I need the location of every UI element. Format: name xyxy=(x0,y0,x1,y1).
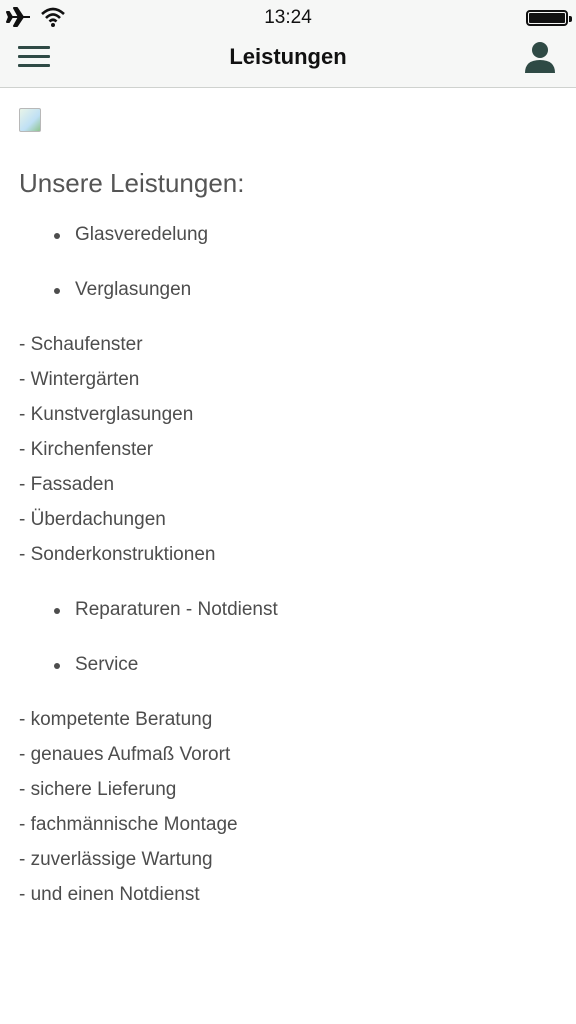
list-item: Verglasungen xyxy=(75,279,192,300)
list-item: - Wintergärten xyxy=(19,369,140,390)
list-item: - fachmännische Montage xyxy=(19,814,238,835)
list-item: - kompetente Beratung xyxy=(19,709,213,730)
user-icon[interactable] xyxy=(522,40,558,74)
status-time: 13:24 xyxy=(264,7,312,28)
airplane-icon xyxy=(6,6,32,33)
list-item: Reparaturen - Notdienst xyxy=(75,599,278,620)
page-title: Leistungen xyxy=(229,44,347,69)
status-left-icons xyxy=(6,6,66,33)
list-item: Service xyxy=(75,654,139,675)
list-item: - sichere Lieferung xyxy=(19,779,177,800)
wifi-icon xyxy=(40,6,66,33)
list-item: - Überdachungen xyxy=(19,509,166,530)
list-item: - zuverlässige Wartung xyxy=(19,849,213,870)
hamburger-menu-icon[interactable] xyxy=(18,42,54,72)
list-item: - Schaufenster xyxy=(19,334,143,355)
list-item: - Sonderkonstruktionen xyxy=(19,544,216,565)
list-item: - Fassaden xyxy=(19,474,115,495)
list-item: - genaues Aufmaß Vorort xyxy=(19,744,231,765)
list-item: - Kunstverglasungen xyxy=(19,404,194,425)
status-bar xyxy=(0,0,576,36)
battery-icon xyxy=(526,10,568,26)
list-item: - Kirchenfenster xyxy=(19,439,154,460)
main-content xyxy=(19,108,559,905)
list-item: Glasveredelung xyxy=(75,224,209,245)
app-header xyxy=(0,0,576,88)
broken-image-icon xyxy=(19,108,41,132)
nav-bar xyxy=(0,36,576,88)
list-item: - und einen Notdienst xyxy=(19,884,200,905)
section-heading: Unsere Leistungen: xyxy=(19,168,245,198)
